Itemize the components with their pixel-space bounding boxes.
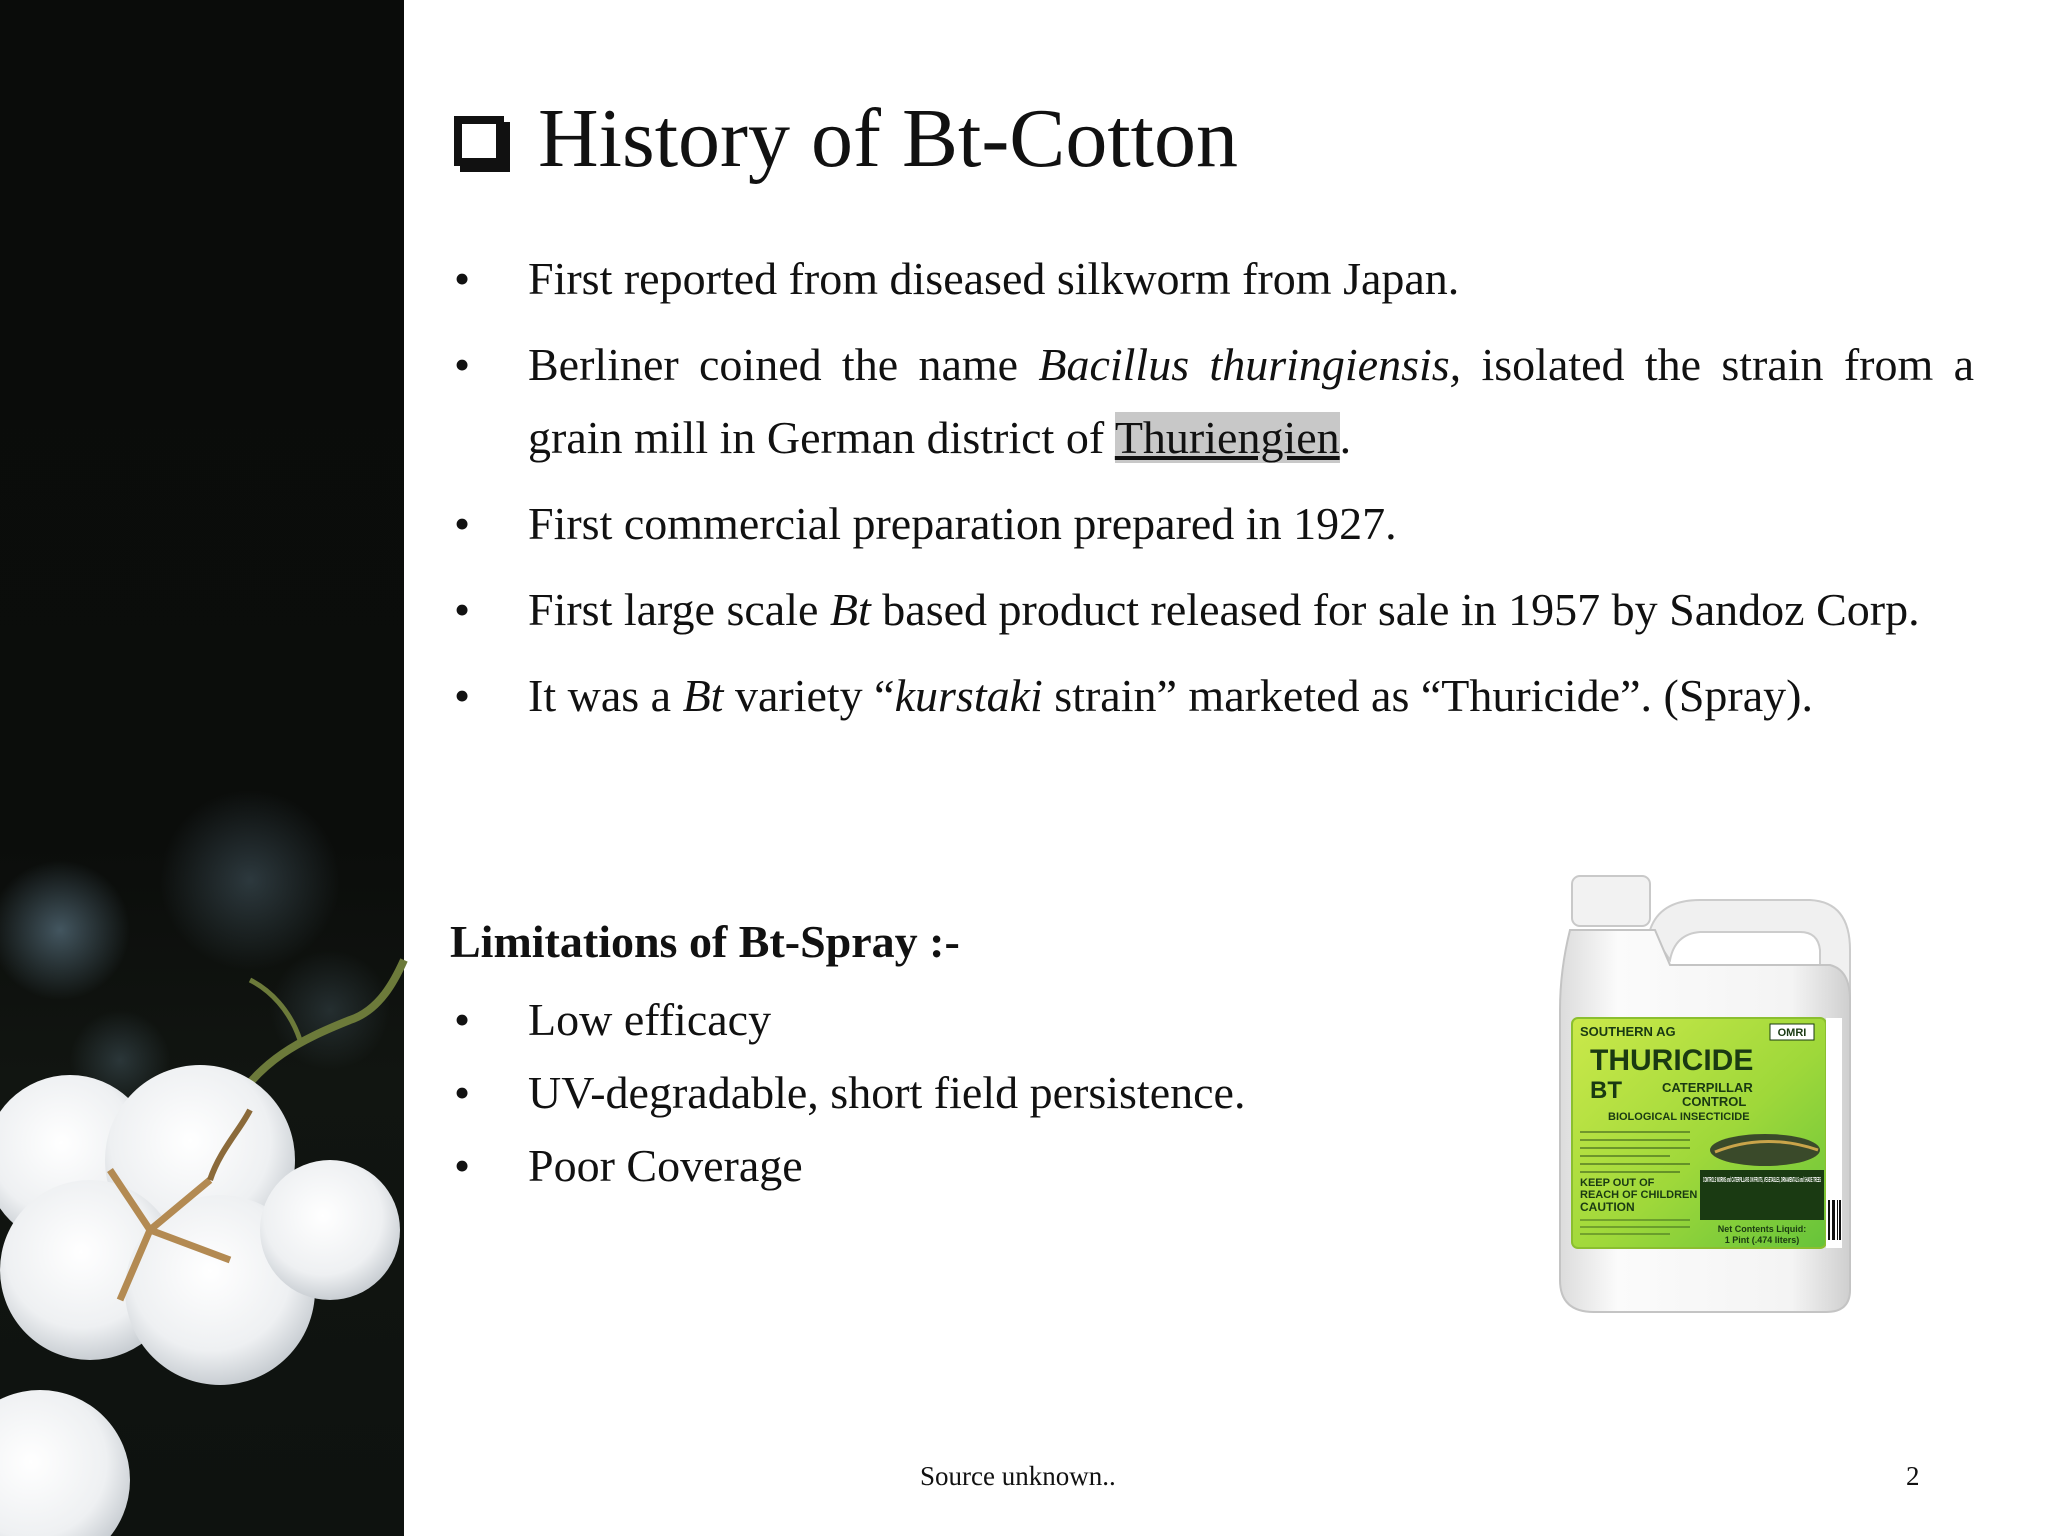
- list-item: • Berliner coined the name Bacillus thuringiensis, isolated the strain from a grain mill in German district of Thuriengien.: [452, 328, 1974, 474]
- slide-title: [454, 84, 1238, 194]
- bullet-icon: •: [453, 1067, 471, 1118]
- label-contents-1: Net Contents Liquid:: [1717, 1224, 1807, 1234]
- bullet-icon: •: [453, 253, 471, 304]
- list-item: • UV-degradable, short field persistence.: [452, 1056, 1974, 1129]
- list-item: • Low efficacy: [452, 983, 1974, 1056]
- limitations-heading: Limitations of Bt-Spray :-: [450, 916, 960, 967]
- label-claim: CONTROLS WORMS and CATERPILLARS ON FRUITS, VEGETABLES, ORNAMENTALS and SHADE TREES: [1703, 1177, 1822, 1184]
- list-item: • First reported from diseased silkworm from Japan.: [452, 242, 1974, 315]
- label-contents-2: 1 Pint (.474 liters): [1724, 1235, 1800, 1245]
- highlighted-word: Thuriengien: [1114, 412, 1340, 463]
- label-subtitle-2: CONTROL: [1682, 1094, 1747, 1109]
- bullet-icon: •: [453, 339, 471, 390]
- list-item: • Poor Coverage: [452, 1129, 1974, 1202]
- label-brand: SOUTHERN AG: [1580, 1024, 1676, 1039]
- label-certification: OMRI: [1777, 1027, 1807, 1039]
- label-variant: BT: [1590, 1077, 1622, 1104]
- history-bullet-list: [452, 242, 1974, 745]
- species-name: Bacillus thuringiensis,: [1038, 339, 1462, 390]
- source-note: Source unknown..: [920, 1461, 1116, 1491]
- slide-number: 2: [1906, 1461, 1920, 1491]
- label-warning-3: CAUTION: [1580, 1200, 1635, 1214]
- list-item: • First large scale Bt based product released for sale in 1957 by Sandoz Corp.: [452, 573, 1974, 646]
- bottle-illustration: [1550, 870, 1870, 1320]
- bullet-icon: •: [453, 1140, 471, 1191]
- thuricide-bottle-image: [1550, 870, 1870, 1320]
- cotton-photo-panel: [0, 0, 404, 1536]
- label-warning-1: KEEP OUT OF: [1580, 1177, 1655, 1189]
- bullet-icon: •: [453, 670, 471, 721]
- list-item: • It was a Bt variety “kurstaki strain” marketed as “Thuricide”. (Spray).: [452, 659, 1974, 732]
- list-item: • First commercial preparation prepared in 1927.: [452, 487, 1974, 560]
- cotton-boll-illustration: [0, 0, 404, 1536]
- bullet-icon: •: [453, 498, 471, 549]
- label-subtitle-3: BIOLOGICAL INSECTICIDE: [1608, 1111, 1750, 1123]
- slide-title-text: History of Bt-Cotton: [538, 92, 1239, 185]
- label-subtitle-1: CATERPILLAR: [1662, 1080, 1753, 1095]
- label-warning-2: REACH OF CHILDREN: [1580, 1189, 1698, 1201]
- checkbox-bullet-icon: [454, 116, 504, 166]
- bullet-icon: •: [453, 584, 471, 635]
- bullet-icon: •: [453, 994, 471, 1045]
- label-product-name: THURICIDE: [1590, 1044, 1754, 1077]
